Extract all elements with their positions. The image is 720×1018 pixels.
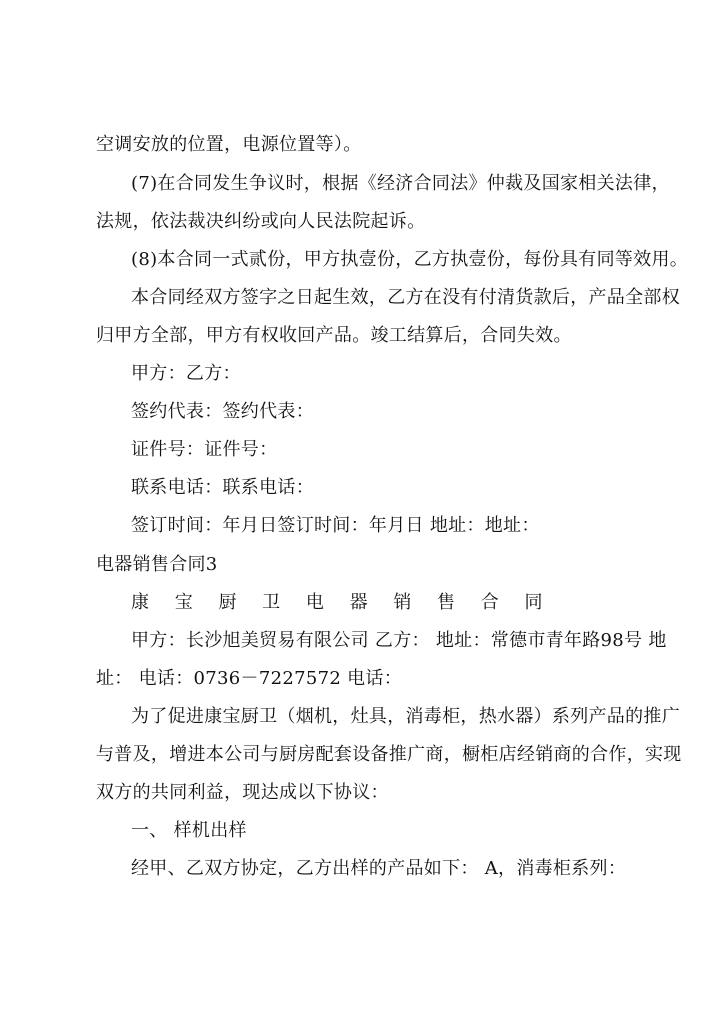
text-line: 甲方：长沙旭美贸易有限公司 乙方： 地址：常德市青年路98号 地 (131, 630, 667, 651)
text-line: (8)本合同一式贰份，甲方执壹份，乙方执壹份，每份具有同等效用。 (131, 249, 689, 270)
contract-title: 康 宝 厨 卫 电 器 销 售 合 同 (131, 592, 553, 613)
clause-heading: 一、 样机出样 (131, 820, 247, 841)
text-line: 与普及，增进本公司与厨房配套设备推广商，橱柜店经销商的合作，实现 (96, 744, 682, 765)
text-line: 址： 电话：0736－7227572 电话： (96, 668, 403, 689)
text-line: 经甲、乙双方协定，乙方出样的产品如下： A，消毒柜系列： (131, 858, 627, 879)
text-line: 双方的共同利益，现达成以下协议： (96, 782, 389, 803)
signature-representative-line: 签约代表：签约代表： (131, 401, 314, 422)
signature-id-line: 证件号：证件号： (131, 439, 278, 460)
section-heading: 电器销售合同3 (96, 554, 218, 575)
signature-date-line: 签订时间：年月日签订时间：年月日 地址：地址： (131, 515, 540, 536)
signature-party-line: 甲方：乙方： (131, 363, 241, 384)
text-line: 本合同经双方签字之日起生效，乙方在没有付清货款后，产品全部权 (131, 287, 680, 308)
text-line: 归甲方全部，甲方有权收回产品。竣工结算后，合同失效。 (96, 325, 572, 346)
text-line: 空调安放的位置，电源位置等）。 (96, 134, 362, 155)
text-line: 为了促进康宝厨卫（烟机，灶具，消毒柜，热水器）系列产品的推广 (131, 706, 680, 727)
signature-phone-line: 联系电话：联系电话： (131, 477, 314, 498)
text-line: (7)在合同发生争议时，根据《经济合同法》仲裁及国家相关法律， (131, 173, 670, 194)
text-line: 法规，依法裁决纠纷或向人民法院起诉。 (96, 211, 426, 232)
